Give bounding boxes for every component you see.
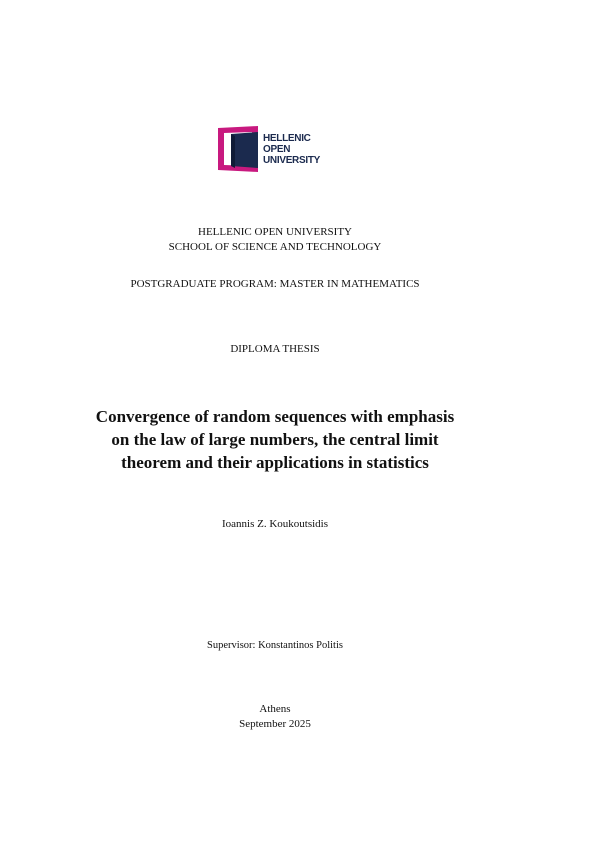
thesis-title bbox=[0, 405, 550, 474]
author-name: Ioannis Z. Koukoutsidis bbox=[221, 518, 329, 530]
logo-line-3: UNIVERSITY bbox=[263, 155, 321, 166]
supervisor-name: Supervisor: Konstantinos Politis bbox=[207, 640, 343, 651]
title-line-3: theorem and their applications in statistics bbox=[121, 453, 429, 472]
university-name: HELLENIC OPEN UNIVERSITY bbox=[198, 226, 352, 238]
logo-wordmark bbox=[263, 133, 320, 166]
program-name: POSTGRADUATE PROGRAM: MASTER IN MATHEMATICS bbox=[130, 278, 420, 290]
date: September 2025 bbox=[239, 718, 311, 730]
institution-block bbox=[0, 225, 550, 255]
document-type: DIPLOMA THESIS bbox=[230, 343, 320, 355]
logo-emblem-icon bbox=[218, 126, 262, 174]
place: Athens bbox=[259, 703, 291, 715]
title-line-2: on the law of large numbers, the central limit bbox=[111, 430, 439, 449]
title-line-1: Convergence of random sequences with emphasis bbox=[95, 407, 455, 426]
logo-line-2: OPEN bbox=[263, 144, 291, 155]
logo-line-1: HELLENIC bbox=[263, 133, 311, 144]
university-logo bbox=[218, 126, 328, 174]
place-date-block bbox=[0, 702, 550, 732]
school-name: SCHOOL OF SCIENCE AND TECHNOLOGY bbox=[168, 241, 382, 253]
